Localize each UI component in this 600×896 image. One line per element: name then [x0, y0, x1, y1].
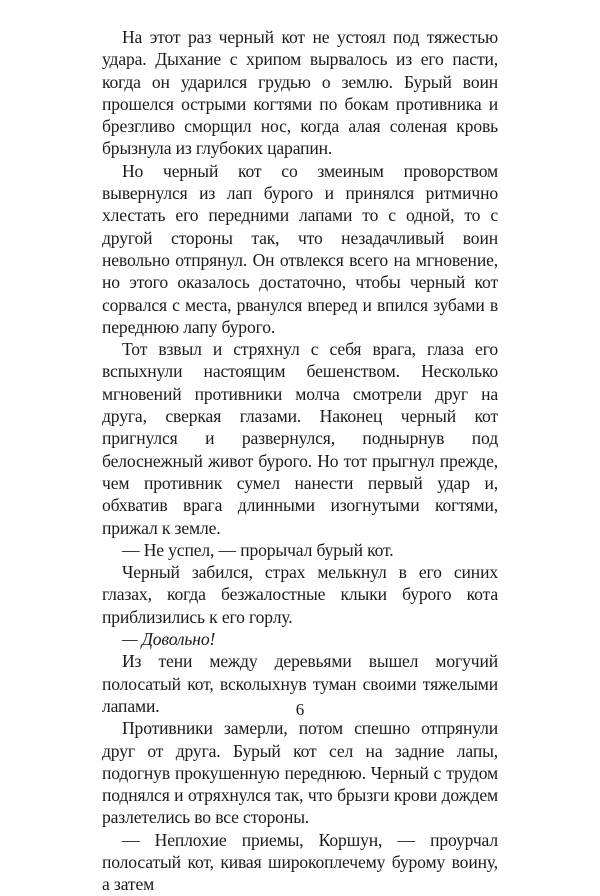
paragraph-3: Тот взвыл и стряхнул с себя врага, глаза его вспыхнули настоящим бешенством. Несколько мгновений противники молча смотрели друг на друга, сверкая глазами. Наконец черный кот пригнулся и развернулся, поднырнув под белоснежный живот бурого. Но тот прыгнул прежде, чем противник сумел нанести первый удар и, обхватив врага длинными изогнутыми когтями, прижал к земле.	[102, 339, 498, 538]
paragraph-1: На этот раз черный кот не устоял под тяжестью удара. Дыхание с хрипом вырвалось из его пасти, когда он ударился грудью о землю. Бурый воин прошелся острыми когтями по бокам противника и брезгливо сморщил нос, когда алая соленая кровь брызнула из глубоких царапин.	[102, 27, 498, 159]
paragraph-8: Противники замерли, потом спешно отпрянули друг от друга. Бурый кот сел на задние лапы, подогнув прокушенную переднюю. Черный с трудом поднялся и отряхнулся так, что брызги крови дождем разлетелись во все стороны.	[102, 718, 498, 828]
paragraph-9-dialogue: — Неплохие приемы, Коршун, — проурчал полосатый кот, кивая широкоплечему бурому воину, а затем	[102, 829, 498, 895]
paragraph-4-dialogue: — Не успел, — прорычал бурый кот.	[122, 539, 394, 560]
book-page	[102, 26, 498, 896]
paragraph-6-dialogue: — Довольно!	[122, 629, 216, 650]
paragraph-2: Но черный кот со змеиным проворством вывернулся из лап бурого и принялся ритмично хлестать его передними лапами то с одной, то с другой стороны так, что незадачливый воин невольно отпрянул. Он отвлекся всего на мгновение, но этого оказалось достаточно, чтобы черный кот сорвался с места, рванулся вперед и впился зубами в переднюю лапу бурого.	[102, 160, 498, 337]
page-number: 6	[295, 700, 305, 719]
paragraph-5: Черный забился, страх мелькнул в его синих глазах, когда безжалостные клыки бурого кота приблизились к его горлу.	[102, 562, 498, 627]
paragraph-7: Из тени между деревьями вышел могучий полосатый кот, всколыхнув туман своими тяжелыми лапами.	[102, 651, 498, 716]
